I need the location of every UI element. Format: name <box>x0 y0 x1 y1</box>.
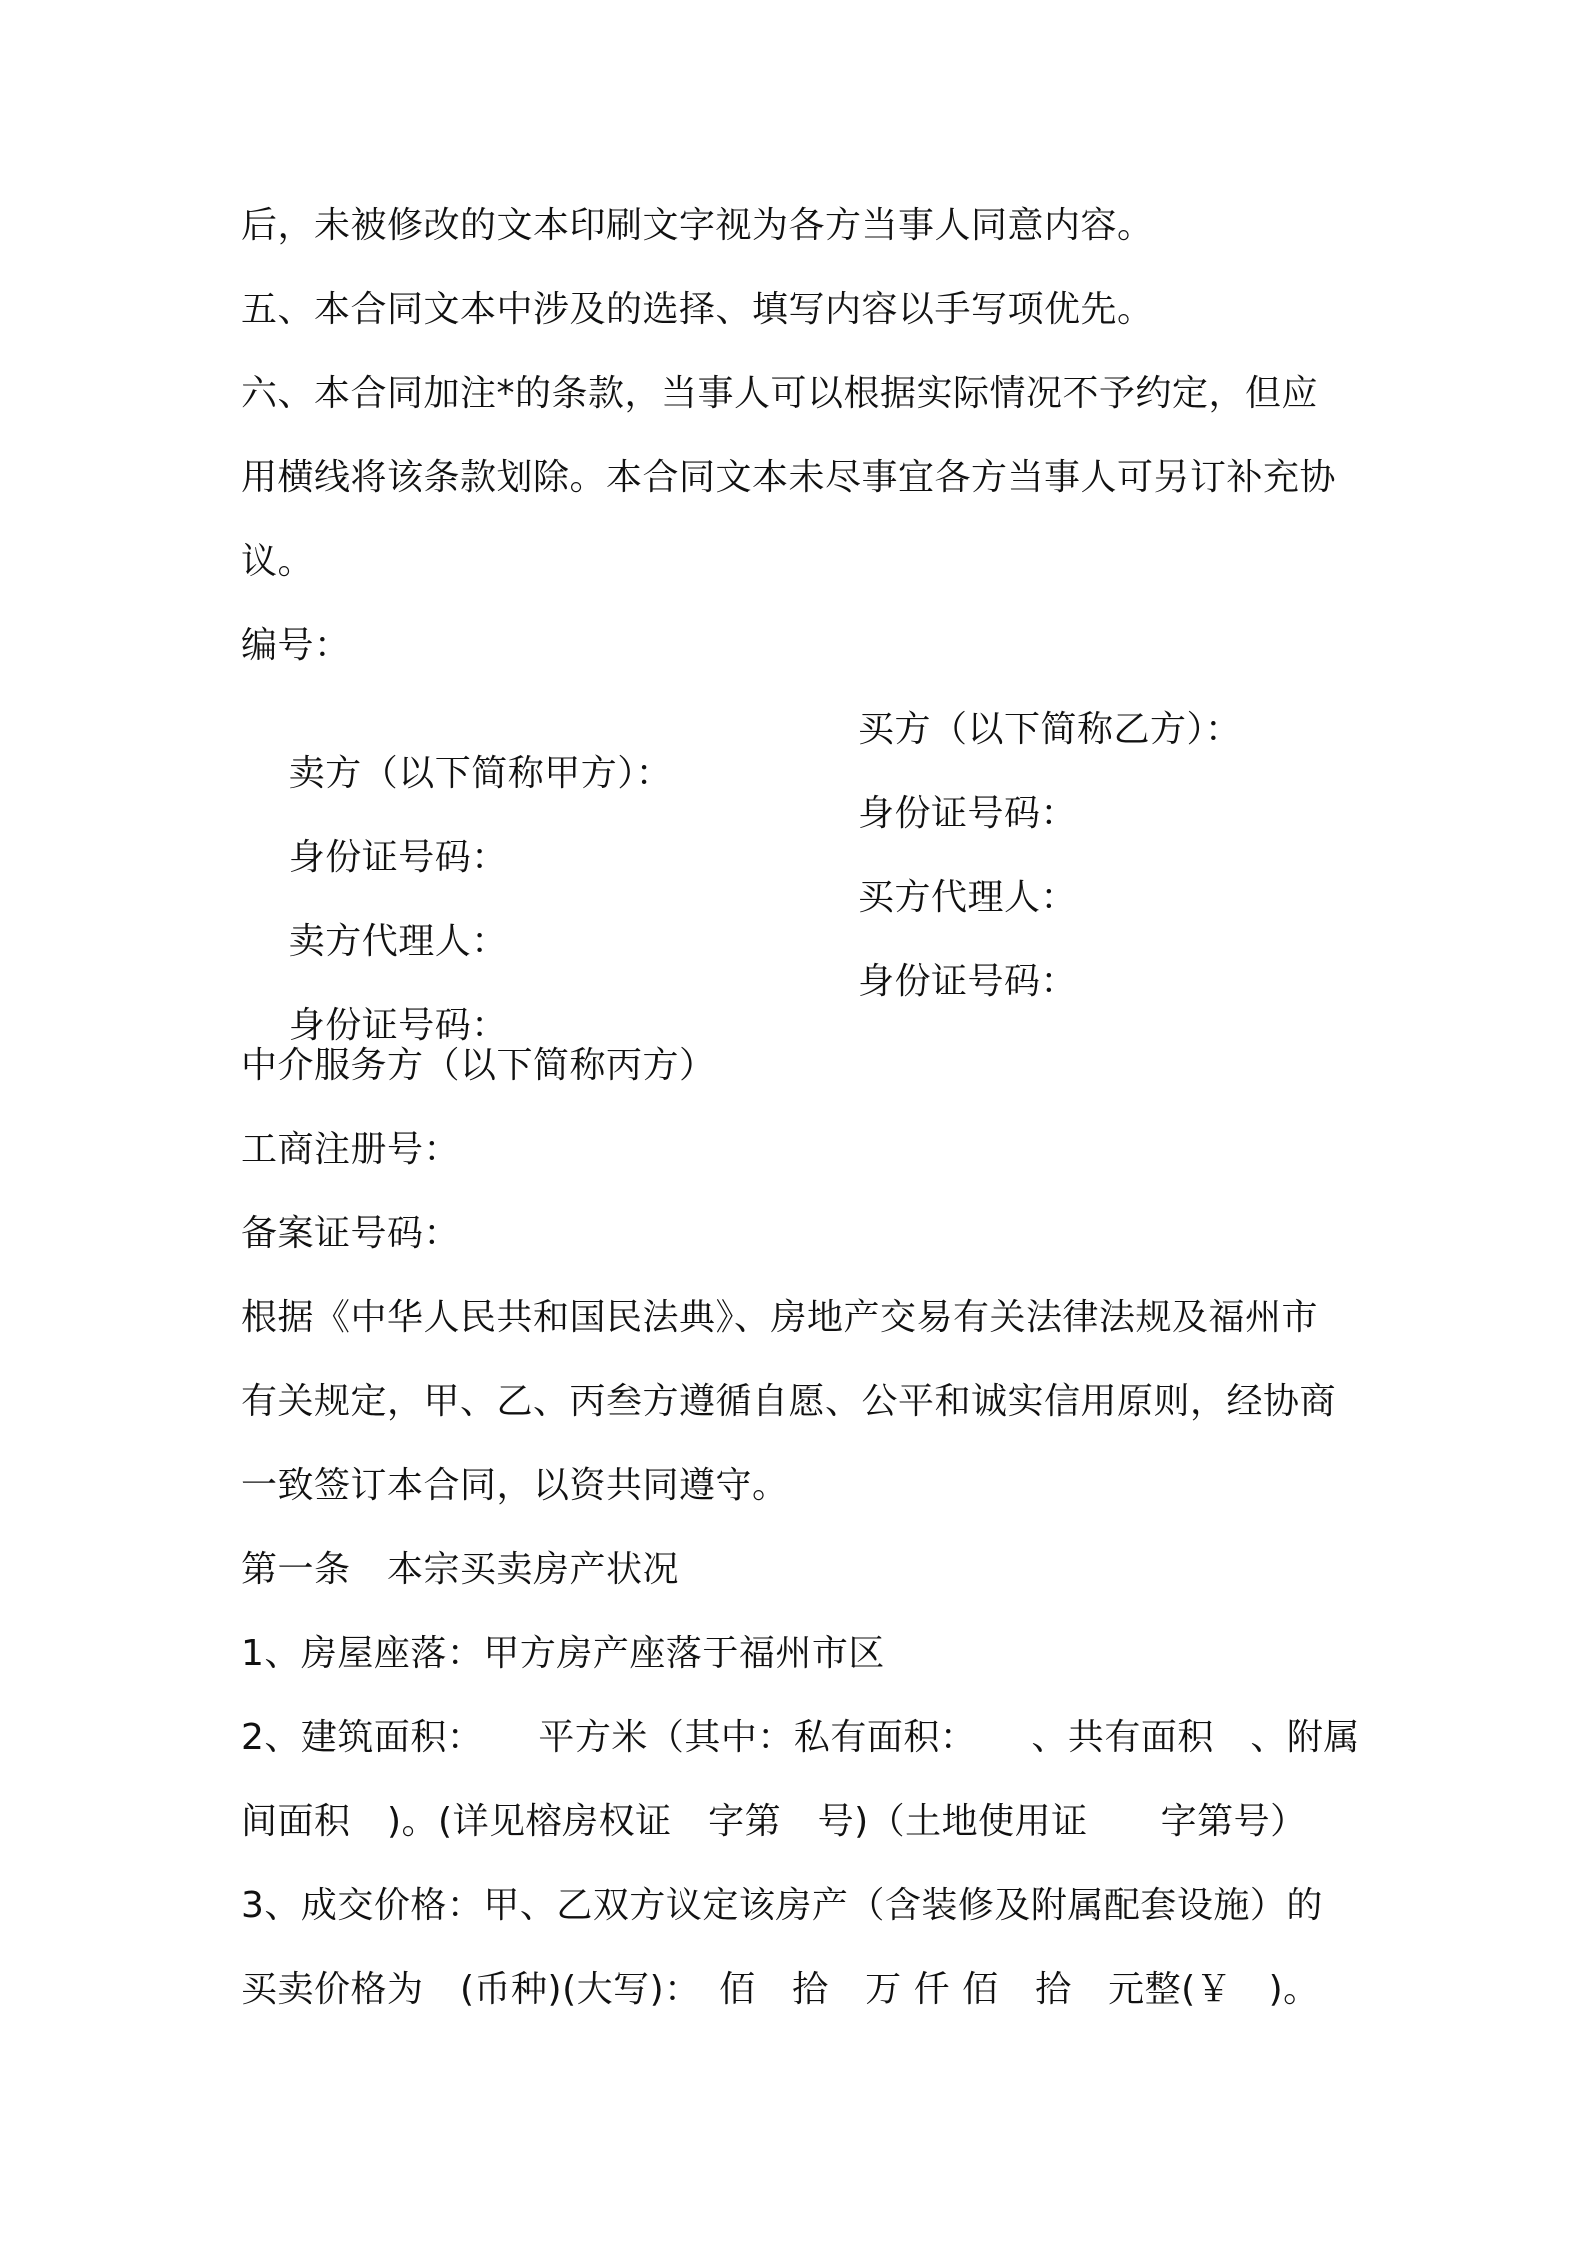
building-area-line-1: 2、建筑面积： 平方米（其中：私有面积： 、共有面积 、附属 <box>241 1717 1360 1758</box>
filing-number-label: 备案证号码： <box>241 1213 461 1254</box>
preamble-line-2: 有关规定，甲、乙、丙叁方遵循自愿、公平和诚实信用原则，经协商 <box>241 1381 1337 1422</box>
text-line: 后，未被修改的文本印刷文字视为各方当事人同意内容。 <box>241 205 1154 246</box>
clause-six-line-2: 用横线将该条款划除。本合同文本未尽事宜各方当事人可另订补充协 <box>241 457 1337 498</box>
preamble-line-1: 根据《中华人民共和国民法典》、房地产交易有关法律法规及福州市 <box>241 1297 1319 1338</box>
clause-six-line-3: 议。 <box>241 541 315 582</box>
intermediary-label: 中介服务方（以下简称丙方） <box>241 1045 716 1086</box>
buyer-agent-id-label: 身份证号码： <box>858 961 1078 1002</box>
price-line-1: 3、成交价格：甲、乙双方议定该房产（含装修及附属配套设施）的 <box>241 1885 1323 1926</box>
seller-label: 卖方（以下简称甲方）： <box>288 753 673 794</box>
buyer-id-label: 身份证号码： <box>858 793 1078 834</box>
business-registration-label: 工商注册号： <box>241 1129 461 1170</box>
seller-agent-label: 卖方代理人： <box>288 921 508 962</box>
price-line-2: 买卖价格为 (币种)(大写)： 佰 拾 万 仟 佰 拾 元整(￥ )。 <box>241 1969 1320 2010</box>
building-area-line-2: 间面积 )。(详见榕房权证 字第 号)（土地使用证 字第号） <box>241 1801 1307 1842</box>
preamble-line-3: 一致签订本合同，以资共同遵守。 <box>241 1465 789 1506</box>
buyer-label: 买方（以下简称乙方）： <box>858 709 1242 750</box>
clause-five: 五、本合同文本中涉及的选择、填写内容以手写项优先。 <box>241 289 1154 330</box>
seller-id-label: 身份证号码： <box>288 837 508 878</box>
contract-number-label: 编号： <box>241 625 351 666</box>
article-one-heading: 第一条 本宗买卖房产状况 <box>241 1549 680 1590</box>
property-location: 1、房屋座落：甲方房产座落于福州市区 <box>241 1633 885 1674</box>
buyer-agent-label: 买方代理人： <box>858 877 1078 918</box>
clause-six-line-1: 六、本合同加注*的条款，当事人可以根据实际情况不予约定，但应 <box>241 373 1319 414</box>
seller-agent-id-label: 身份证号码： <box>288 1005 508 1046</box>
